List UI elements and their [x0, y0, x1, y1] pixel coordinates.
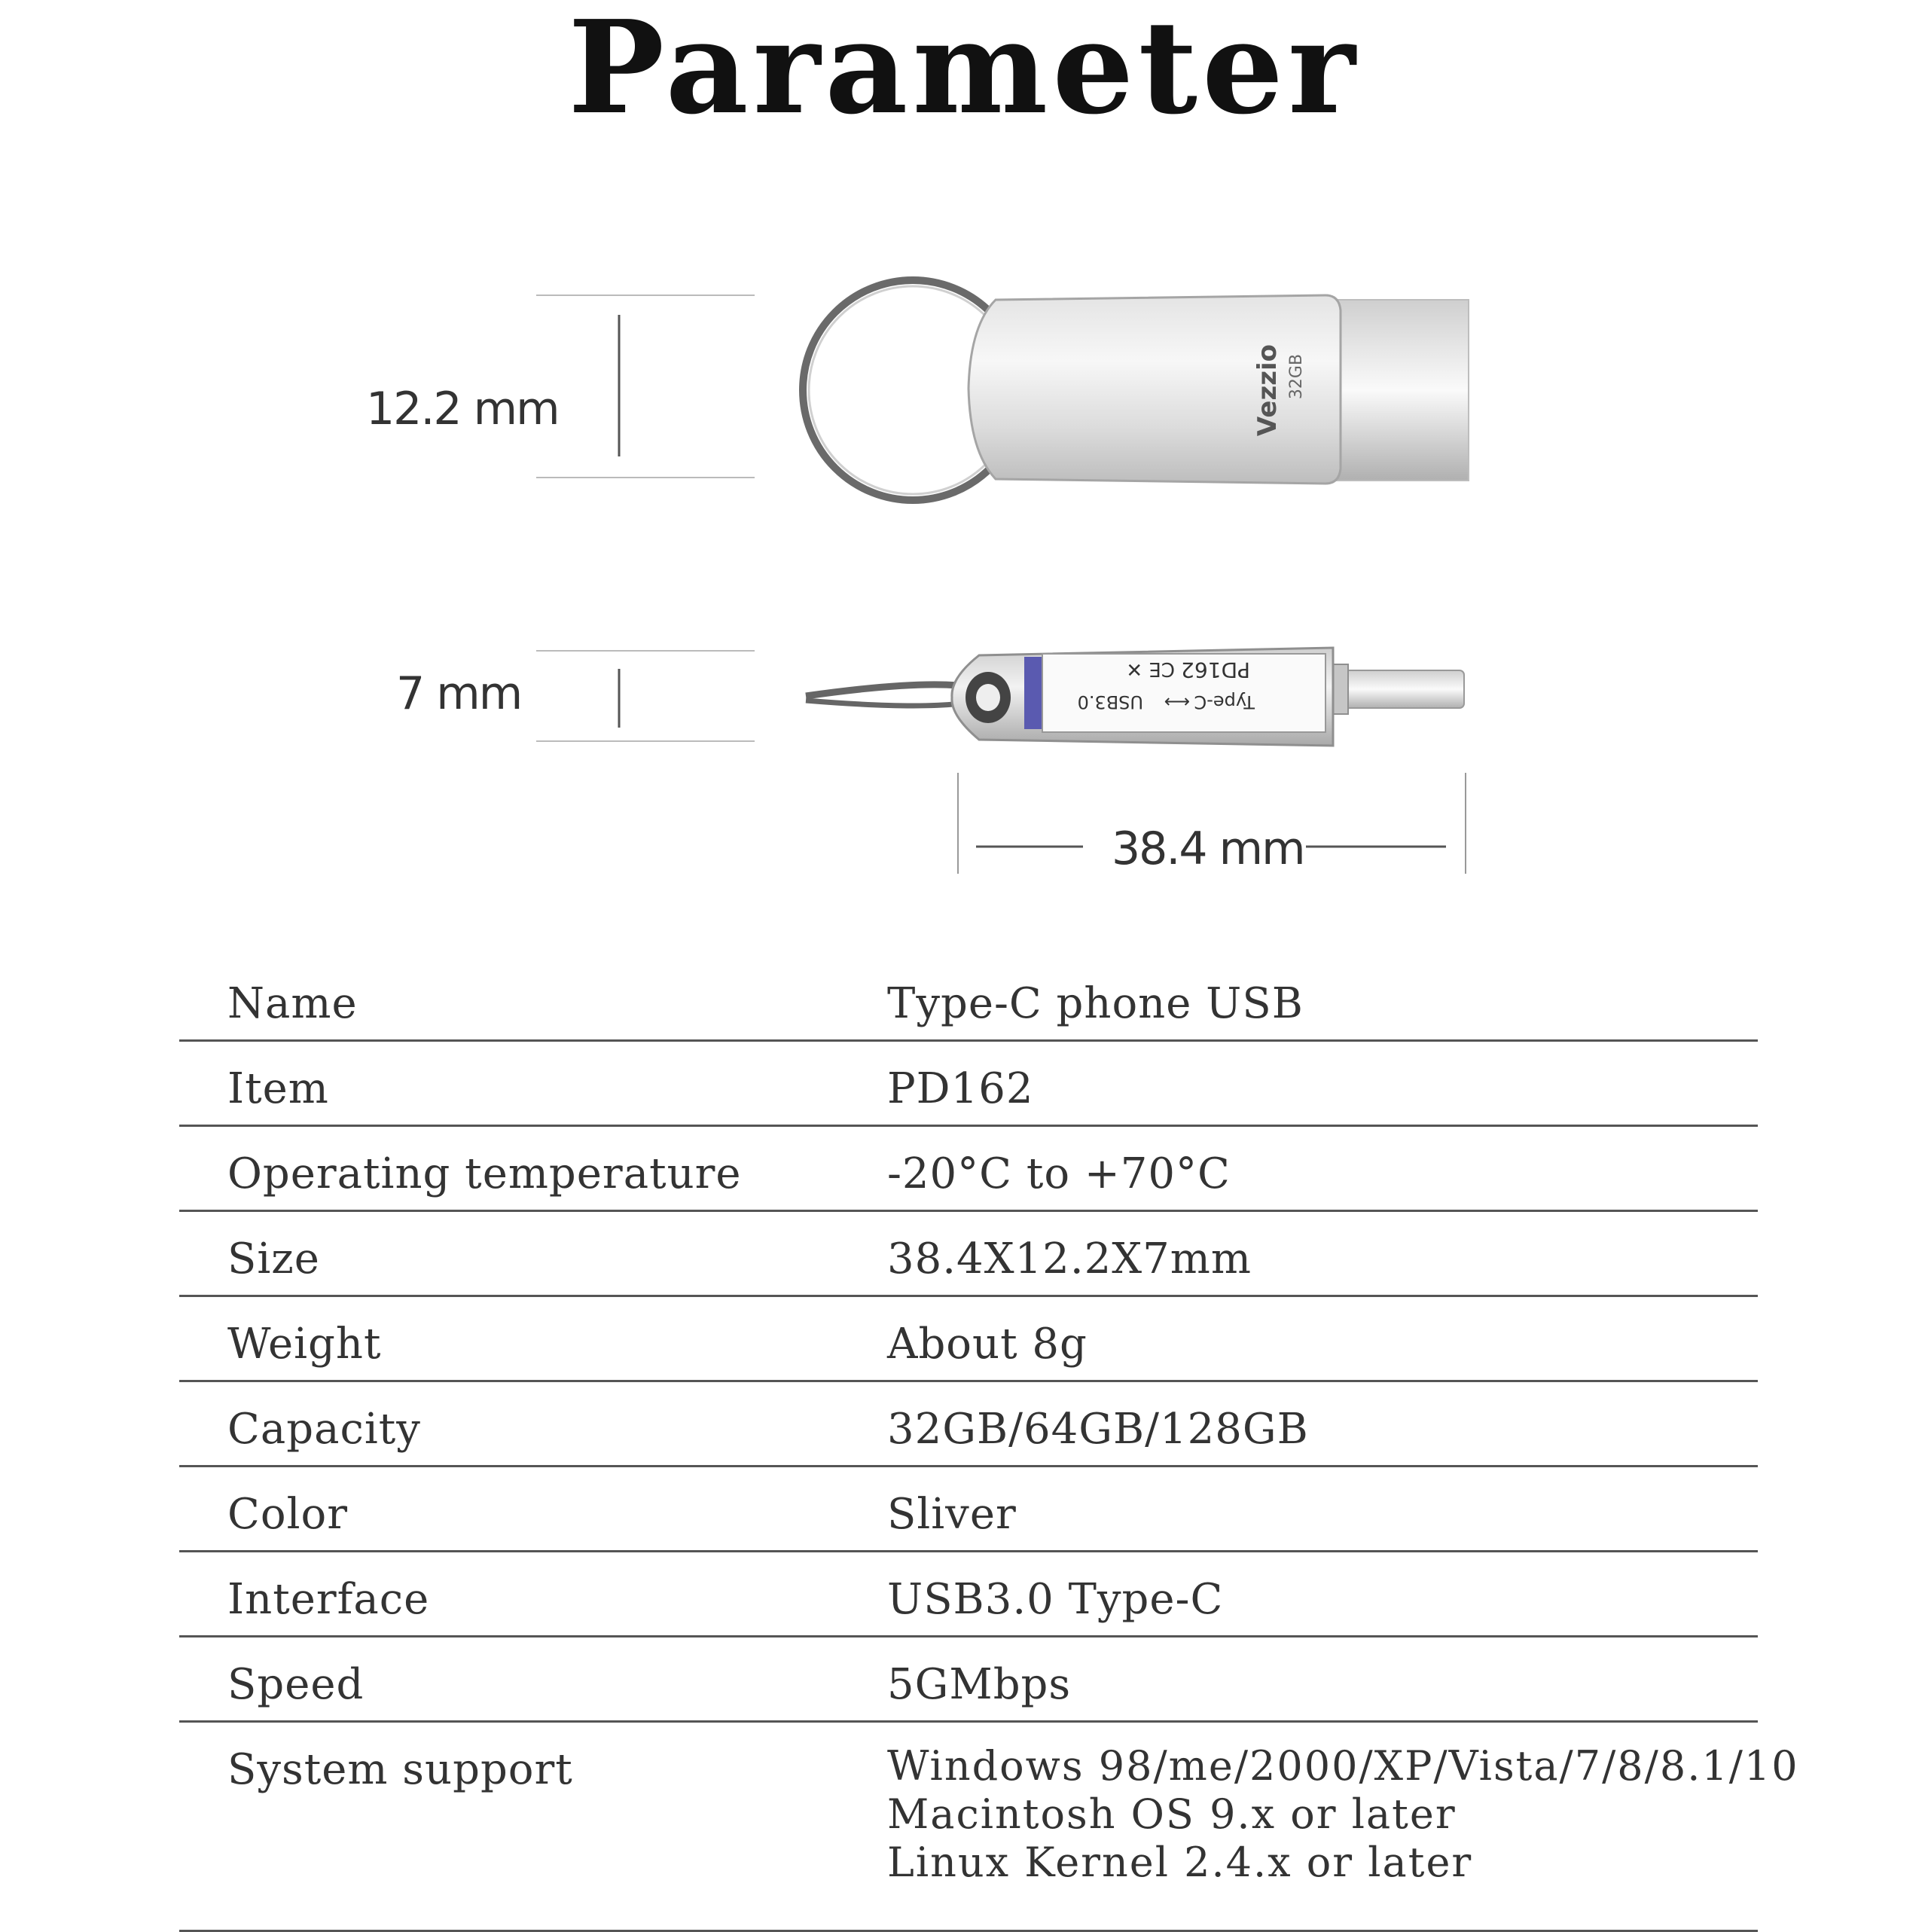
height-dimension-lines	[536, 295, 755, 478]
spec-value	[887, 1742, 1799, 1887]
spec-row-operating-temperature	[179, 1127, 1758, 1212]
spec-key: Operating temperature	[227, 1149, 742, 1198]
spec-table	[179, 957, 1799, 1932]
side-arrow-icon: ⟷	[1164, 691, 1190, 713]
spec-row-size	[179, 1212, 1758, 1297]
spec-value: PD162	[887, 1064, 1034, 1113]
spec-value: Type-C phone USB	[887, 979, 1304, 1028]
spec-row-item	[179, 1042, 1758, 1127]
spec-value: 32GB/64GB/128GB	[887, 1405, 1309, 1454]
spec-key: Weight	[227, 1320, 382, 1369]
spec-key: Speed	[227, 1660, 365, 1709]
system-support-line: Linux Kernel 2.4.x or later	[887, 1839, 1473, 1886]
usb-drive-side-view	[806, 648, 1464, 746]
spec-row-system-support	[179, 1723, 1799, 1932]
spec-key: System support	[227, 1745, 573, 1794]
spec-row-name	[179, 957, 1758, 1042]
system-support-line: Macintosh OS 9.x or later	[887, 1790, 1457, 1838]
spec-key: Interface	[227, 1575, 430, 1624]
depth-dimension-lines	[536, 651, 755, 741]
side-usb30-label: USB3.0	[1077, 691, 1143, 713]
spec-row-capacity	[179, 1382, 1758, 1467]
spec-value: About 8g	[887, 1320, 1088, 1369]
spec-value: 5GMbps	[887, 1660, 1072, 1709]
side-type-c-label: Type-C	[1194, 691, 1255, 713]
capacity-mark: 32GB	[1287, 353, 1306, 400]
side-model-label: PD162	[1181, 658, 1250, 682]
system-support-line: Windows 98/me/2000/XP/Vista/7/8/8.1/10	[887, 1742, 1799, 1790]
spec-key: Capacity	[227, 1405, 421, 1454]
length-dimension-lines	[958, 773, 1466, 874]
page-title: Parameter	[568, 0, 1360, 143]
spec-row-weight	[179, 1297, 1758, 1382]
spec-row-color	[179, 1467, 1758, 1552]
product-drawing	[0, 0, 1928, 904]
spec-value: Sliver	[887, 1490, 1017, 1539]
spec-row-interface	[179, 1552, 1758, 1637]
usb-drive-top-view	[803, 280, 1469, 500]
spec-value: USB3.0 Type-C	[887, 1575, 1224, 1624]
spec-key: Item	[227, 1064, 329, 1113]
depth-dimension-label: 7 mm	[396, 667, 522, 720]
height-dimension-label: 12.2 mm	[366, 383, 559, 435]
spec-value: 38.4X12.2X7mm	[887, 1235, 1252, 1283]
side-ce-mark: CE ✕	[1126, 658, 1175, 680]
spec-key: Name	[227, 979, 358, 1028]
spec-key: Size	[227, 1235, 320, 1283]
spec-key: Color	[227, 1490, 348, 1539]
spec-value: -20°C to +70°C	[887, 1149, 1231, 1198]
spec-row-speed	[179, 1637, 1758, 1723]
length-dimension-label: 38.4 mm	[1112, 823, 1304, 875]
brand-logo: Vezzio	[1252, 343, 1283, 437]
